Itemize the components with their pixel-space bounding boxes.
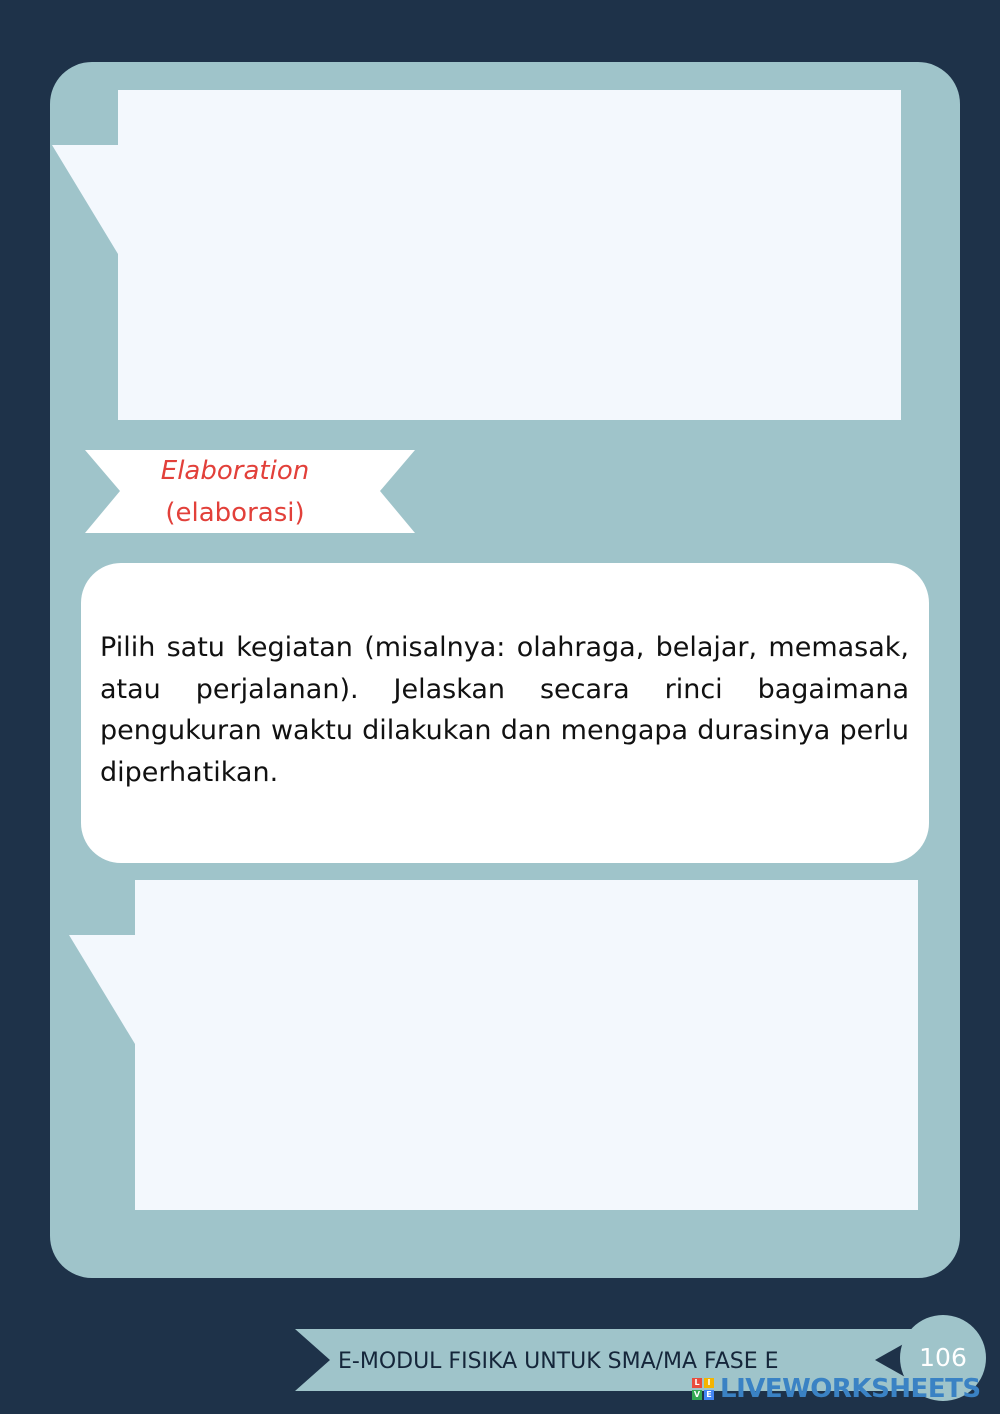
page-number: 106 [919,1343,967,1372]
liveworksheets-wordmark: LIVEWORKSHEETS [720,1374,981,1404]
section-title [85,450,385,534]
question-box [81,563,929,863]
section-title-en: Elaboration [160,456,310,486]
liveworksheets-logo-icon: L I V E [692,1378,714,1400]
liveworksheets-watermark [692,1374,992,1404]
question-text: Pilih satu kegiatan (misalnya: olahraga, belajar, memasak, atau perjalanan). Jelaskan secara rinci bagaimana pengukuran waktu dilakukan dan mengapa durasinya perlu diperhatikan. [100,632,909,788]
footer-module-title: E-MODUL FISIKA UNTUK SMA/MA FASE E [338,1349,779,1374]
answer-field-1[interactable] [118,90,901,420]
section-title-id: (elaborasi) [165,498,305,528]
answer-field-2[interactable] [135,880,918,1210]
